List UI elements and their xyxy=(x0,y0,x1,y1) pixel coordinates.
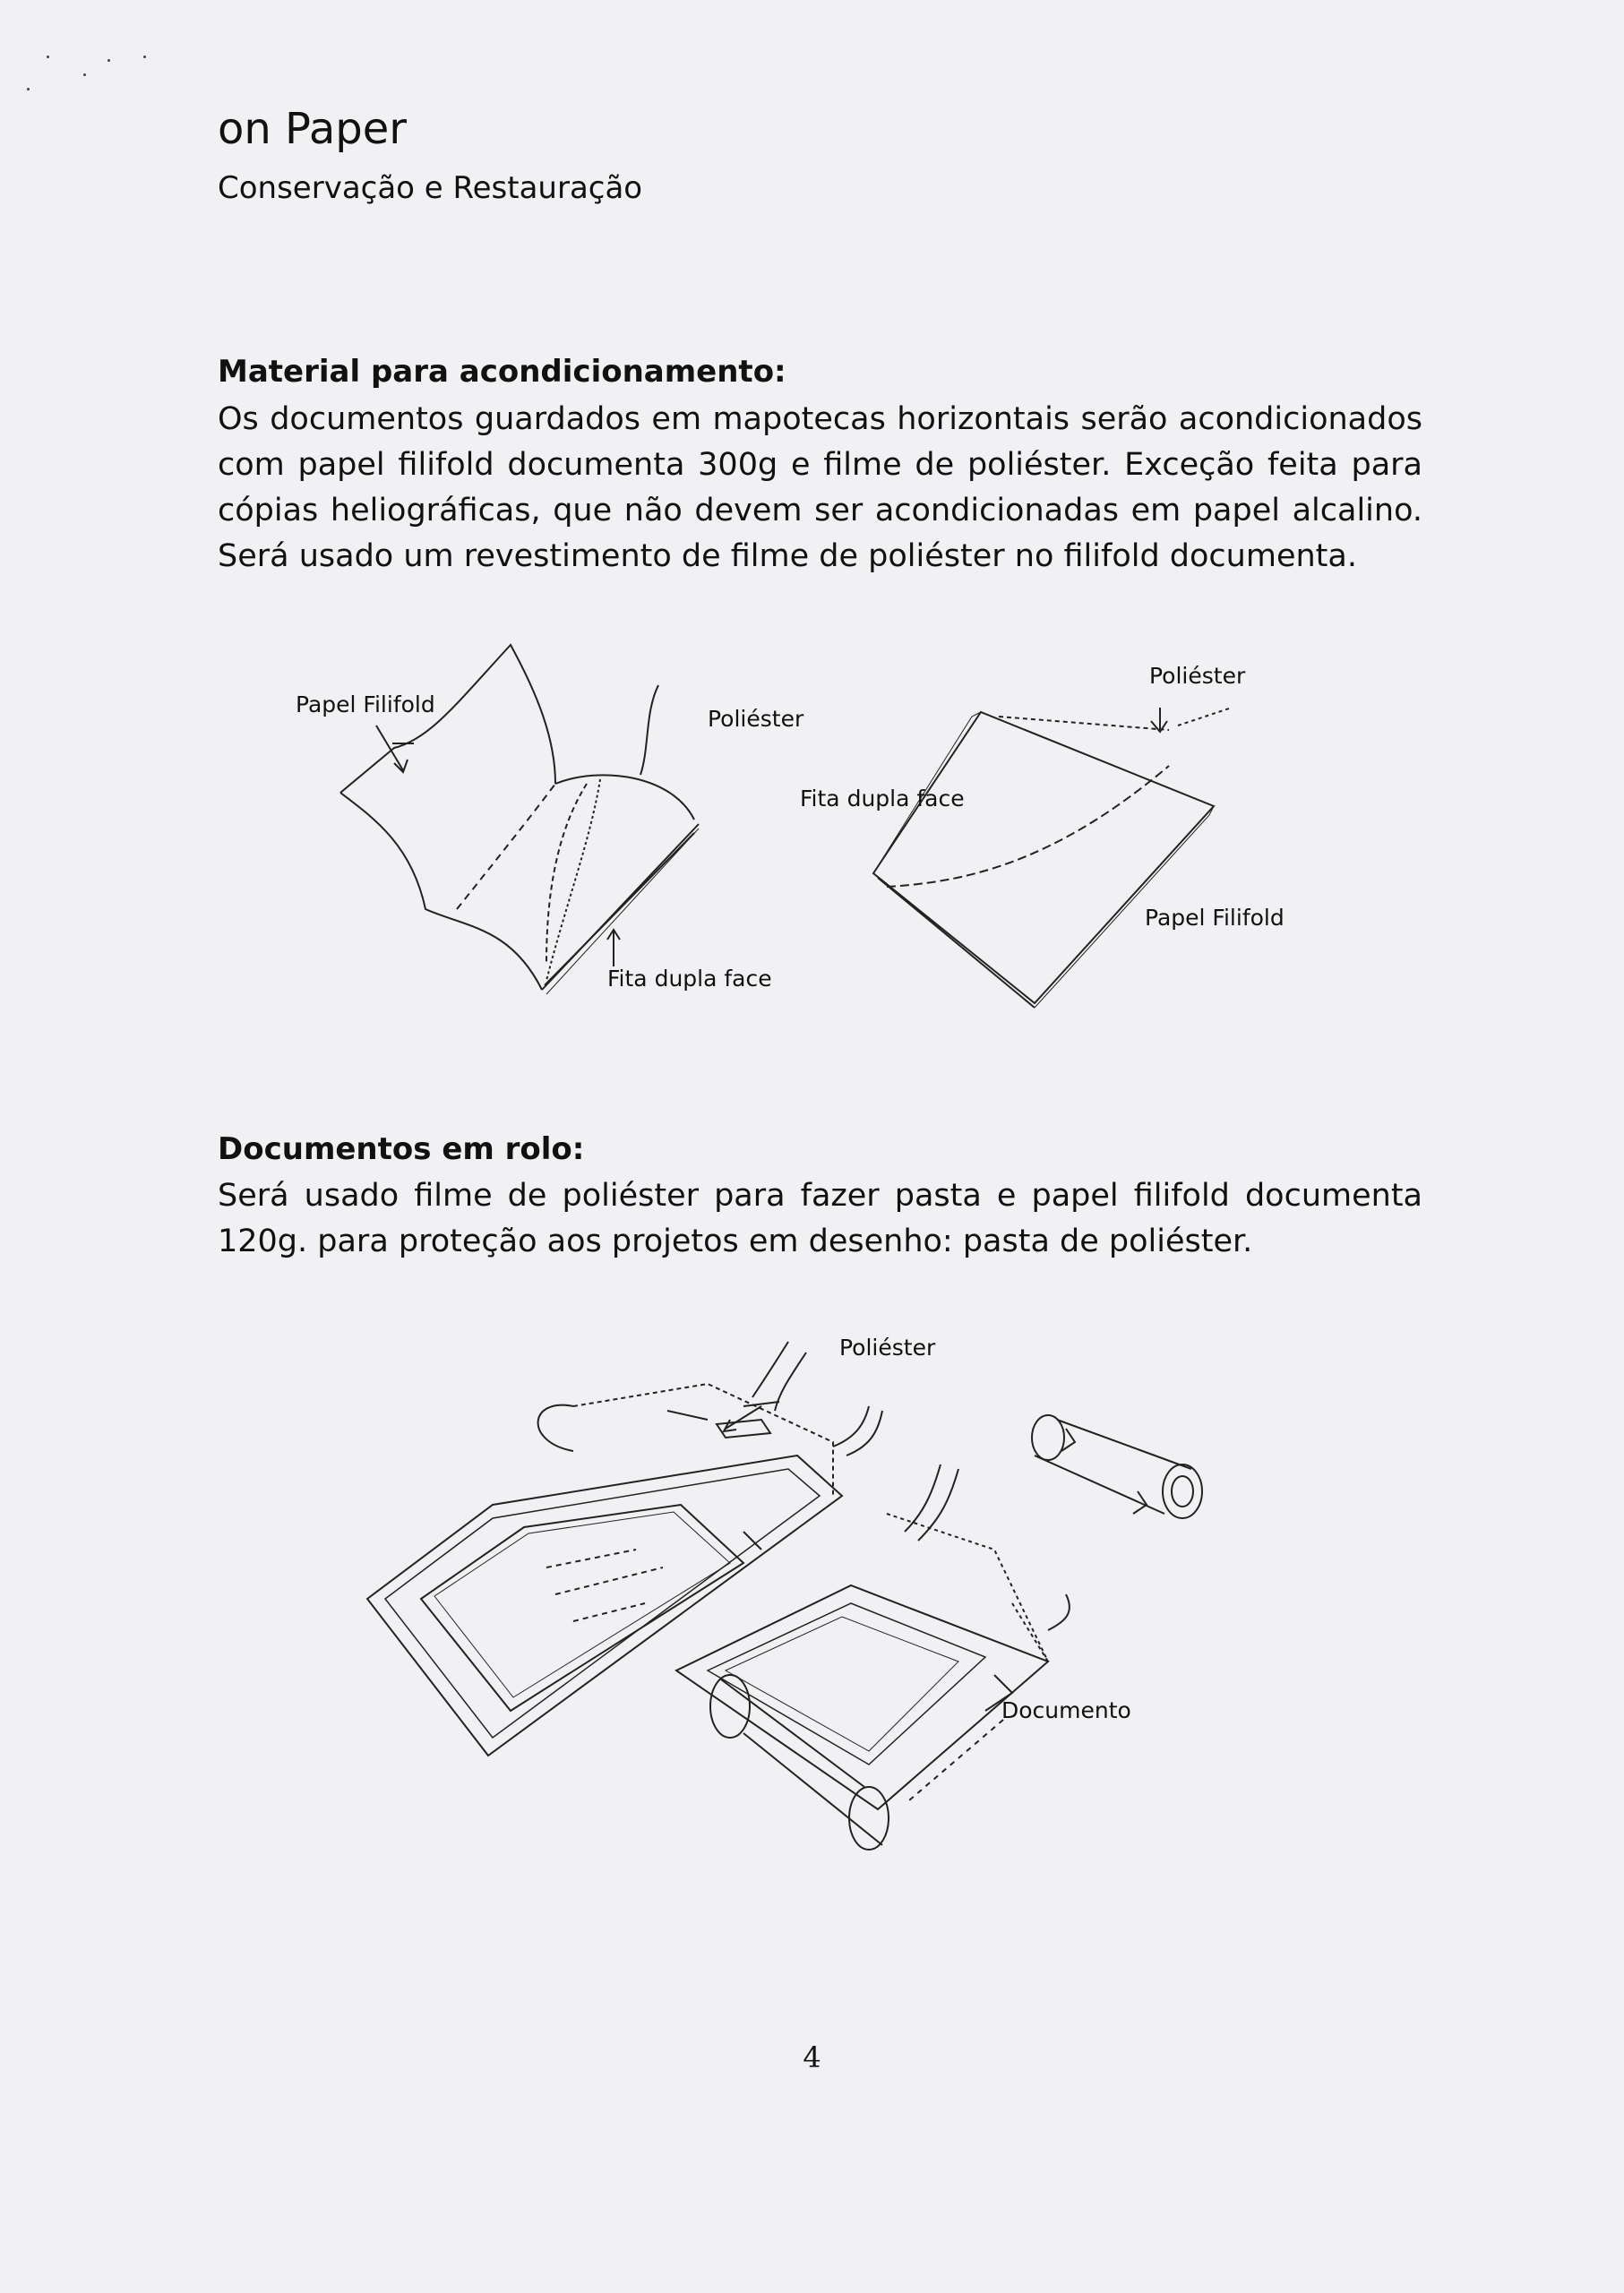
folder-right-drawing xyxy=(873,703,1232,1012)
figure-folder-right xyxy=(873,703,1232,1012)
label-documento: Documento xyxy=(1001,1697,1131,1723)
label-poliester-right: Poliéster xyxy=(1149,663,1246,689)
label-papel-filifold-right: Papel Filifold xyxy=(1145,905,1285,931)
scan-speck xyxy=(47,56,49,58)
page-number: 4 xyxy=(803,2040,821,2074)
section-heading: Documentos em rolo: xyxy=(218,1131,585,1167)
header-subtitle: Conservação e Restauração xyxy=(218,170,643,206)
label-papel-filifold: Papel Filifold xyxy=(296,691,435,717)
scan-speck xyxy=(107,59,110,62)
section-paragraph: Será usado filme de poliéster para fazer pasta e papel filifold documenta 120g. para proteção aos projetos em desenho: pasta de poliéster. xyxy=(218,1178,1422,1259)
header-title: on Paper xyxy=(218,104,407,154)
label-fita-dupla-face: Fita dupla face xyxy=(607,966,772,992)
label-poliester: Poliéster xyxy=(708,706,804,732)
label-fita-dupla-face-right: Fita dupla face xyxy=(800,786,965,812)
arrow-papel-filifold xyxy=(358,708,448,797)
label-poliester-roll: Poliéster xyxy=(839,1335,936,1361)
roll-folders-drawing xyxy=(367,1335,1218,1854)
figure-roll-folders xyxy=(367,1335,1218,1854)
scan-speck xyxy=(27,88,30,90)
section-heading: Material para acondicionamento: xyxy=(218,354,786,390)
scan-speck xyxy=(143,56,146,58)
scan-speck xyxy=(83,73,86,76)
arrow-fita-left xyxy=(600,927,627,967)
section-paragraph: Os documentos guardados em mapotecas horizontais serão acondicionados com papel filifold documenta 300g e filme de poliéster. Exceção feita para cópias heliográficas, que não devem ser acondicionadas em papel alcalino. Será usado um revestimento de filme de poliéster no filifold documenta. xyxy=(218,401,1422,574)
